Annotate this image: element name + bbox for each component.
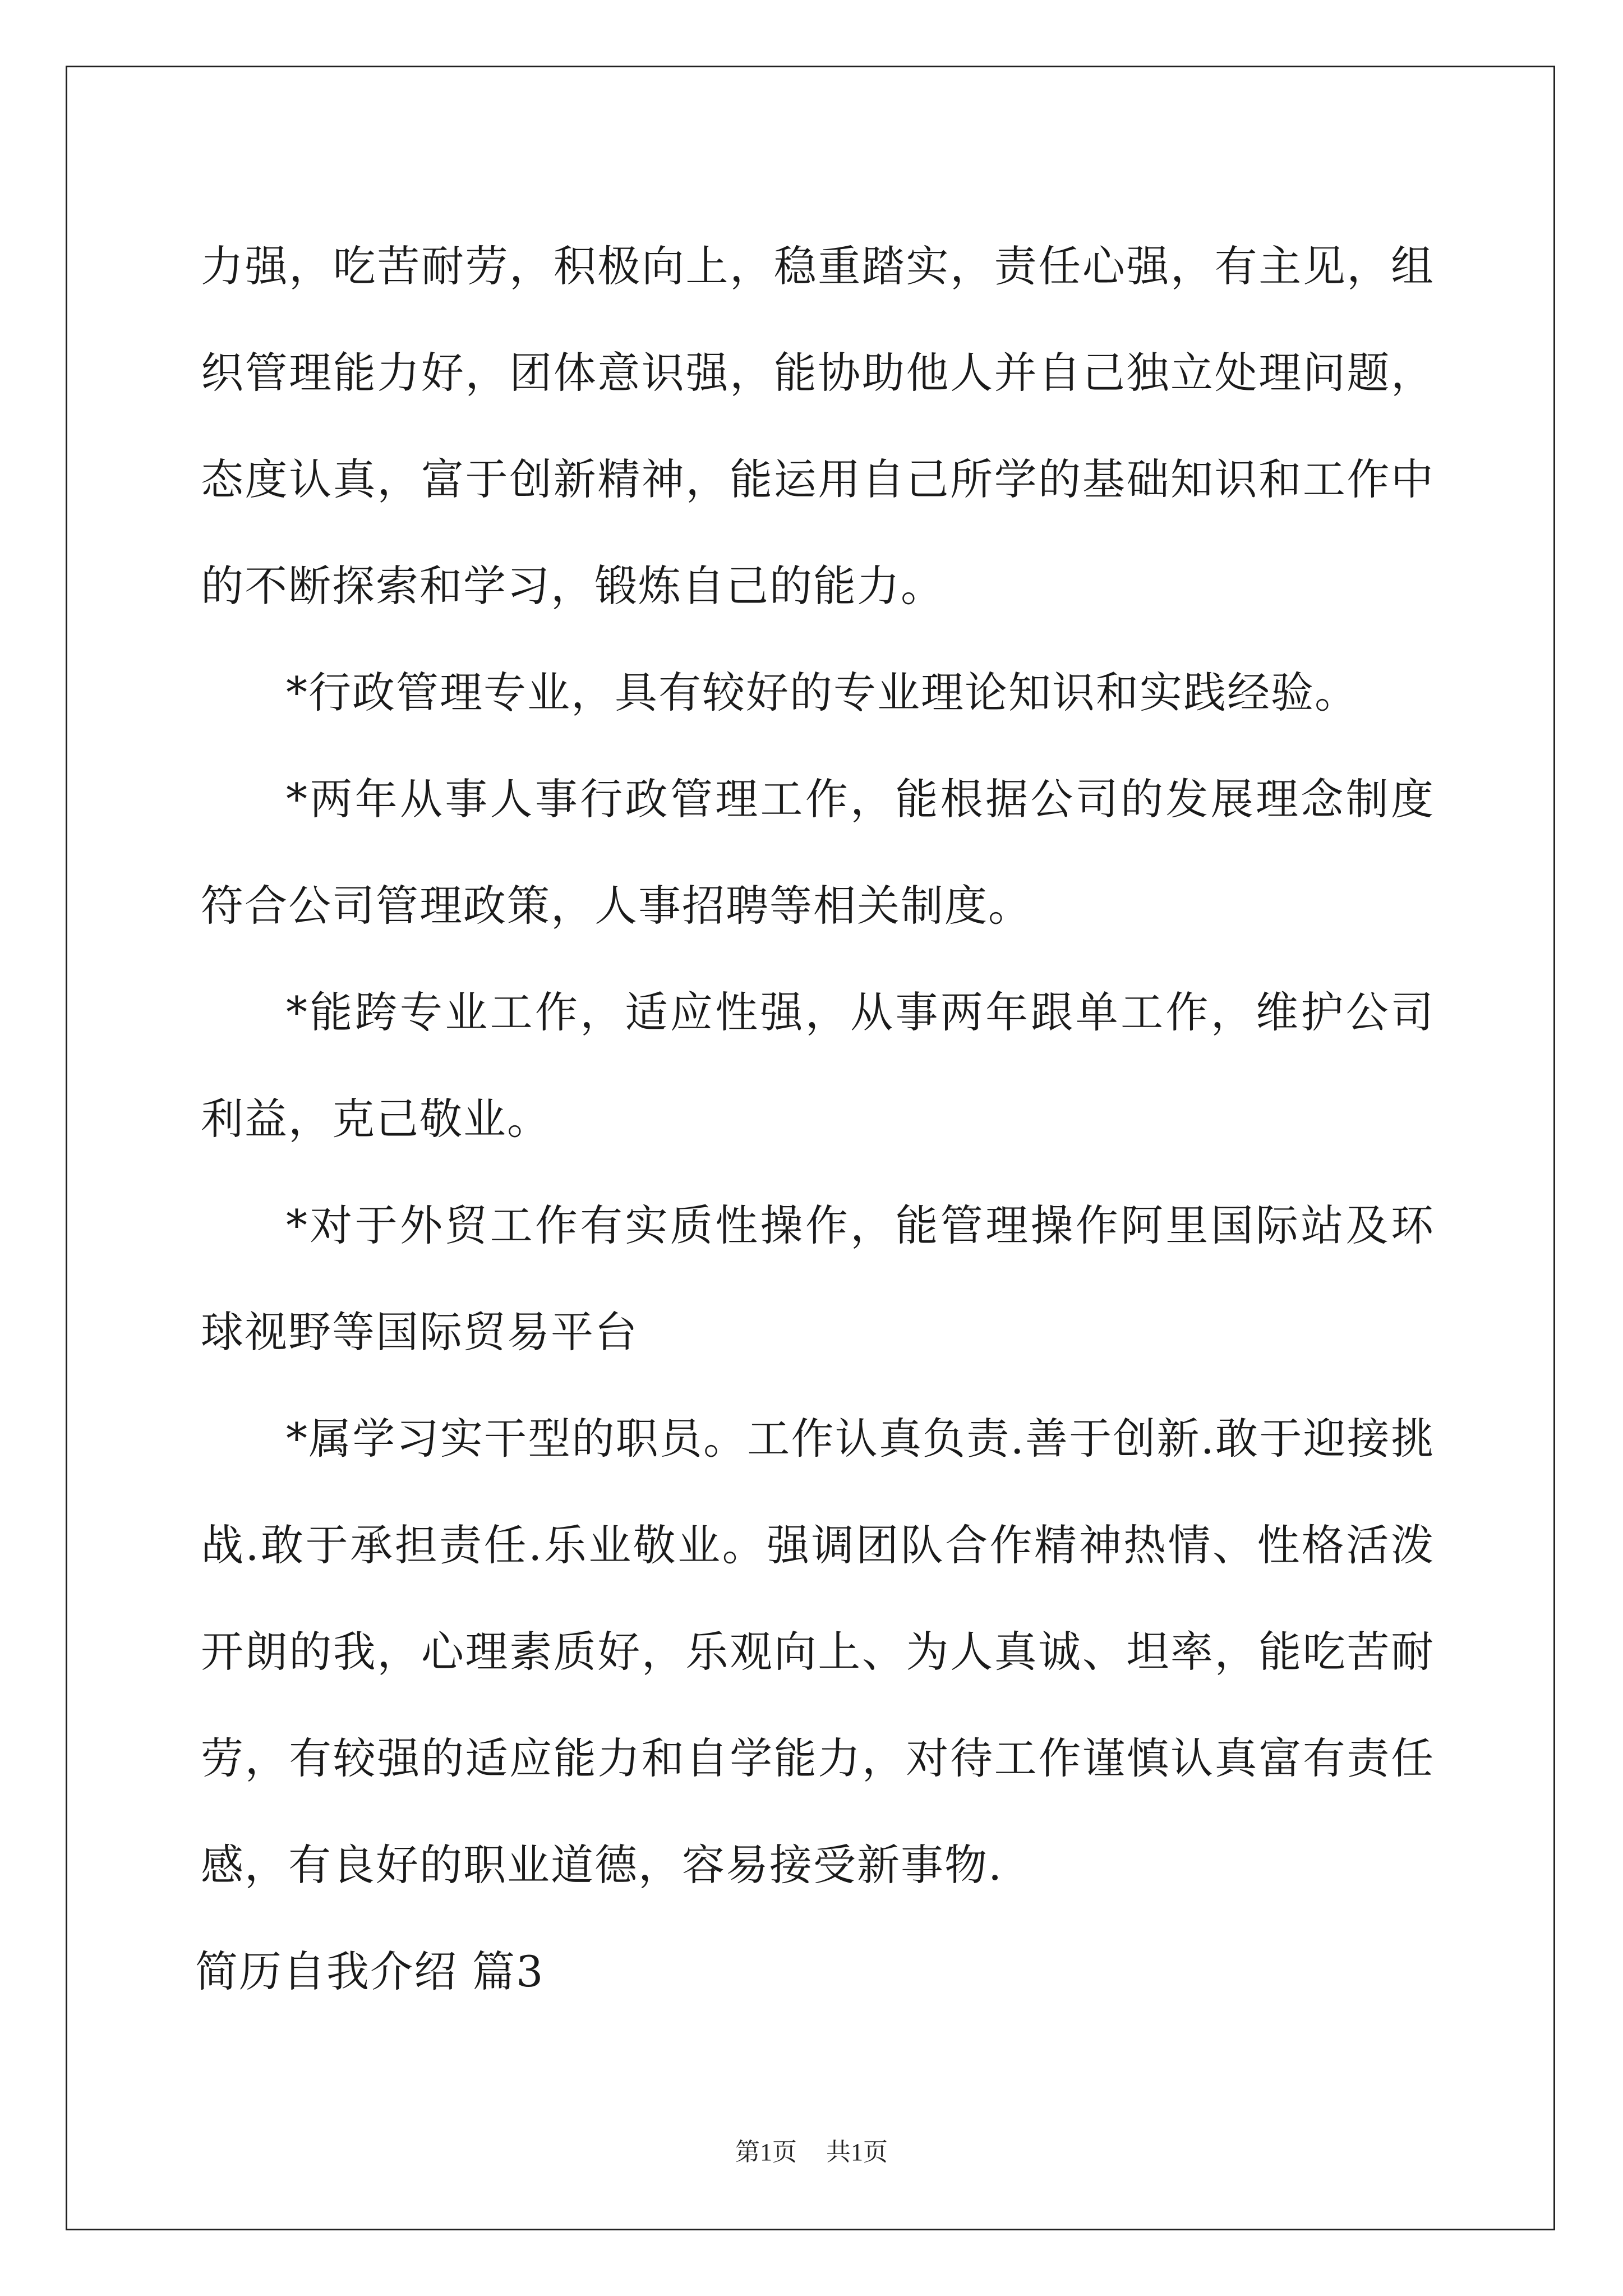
section-heading: 简历自我介绍 篇3 — [195, 1947, 545, 1996]
paragraph-3: *两年从事人事行政管理工作，能根据公司的发展理念制度符合公司管理政策，人事招聘等相关制度。 — [201, 774, 1435, 931]
page-footer — [0, 2132, 1623, 2168]
paragraph-2: *行政管理专业，具有较好的专业理论知识和实践经验。 — [286, 668, 1358, 717]
page-number-current: 第1页 — [735, 2138, 797, 2166]
paragraph-6: *属学习实干型的职员。工作认真负责.善于创新.敢于迎接挑战.敢于承担责任.乐业敬业。强调团队合作精神热情、性格活泼开朗的我，心理素质好，乐观向上、为人真诚、坦率，能吃苦耐劳，有较强的适应能力和自学能力，对待工作谨慎认真富有责任感，有良好的职业道德，容易接受新事物. — [201, 1414, 1435, 1890]
page-number-total: 共1页 — [826, 2138, 888, 2166]
paragraph-4: *能跨专业工作，适应性强，从事两年跟单工作，维护公司利益，克己敬业。 — [201, 987, 1435, 1144]
paragraph-1: 力强，吃苦耐劳，积极向上，稳重踏实，责任心强，有主见，组织管理能力好，团体意识强，能协助他人并自己独立处理问题，态度认真，富于创新精神，能运用自己所学的基础知识和工作中的不断探索和学习，锻炼自己的能力。 — [201, 241, 1435, 611]
document-body — [195, 213, 1435, 2025]
paragraph-5: *对于外贸工作有实质性操作，能管理操作阿里国际站及环球视野等国际贸易平台 — [201, 1200, 1435, 1357]
